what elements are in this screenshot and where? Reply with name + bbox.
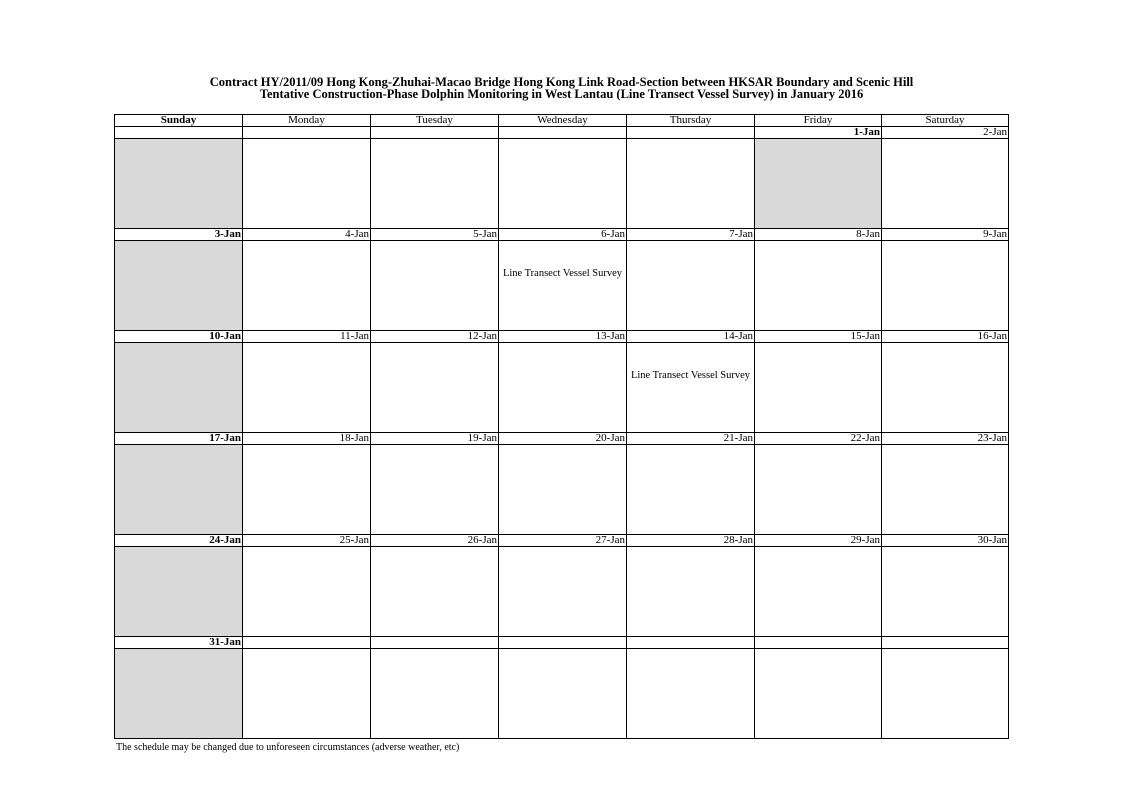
week-body-row: [115, 445, 1009, 535]
week-body-row: [115, 547, 1009, 637]
day-cell-thursday: [627, 139, 755, 229]
weekday-header-thursday: Thursday: [627, 115, 755, 127]
day-cell-friday: [755, 241, 882, 331]
date-label-monday: 18-Jan: [243, 433, 371, 445]
date-label-tuesday: 5-Jan: [371, 229, 499, 241]
day-cell-sunday: [115, 241, 243, 331]
week-body-row: [115, 649, 1009, 739]
weekday-header-friday: Friday: [755, 115, 882, 127]
day-cell-tuesday: [371, 343, 499, 433]
date-label-wednesday: 6-Jan: [499, 229, 627, 241]
weekday-header-row: [115, 115, 1009, 127]
date-label-friday: [755, 637, 882, 649]
day-cell-monday: [243, 139, 371, 229]
day-cell-thursday: [627, 547, 755, 637]
day-cell-thursday: [627, 649, 755, 739]
week-date-row: [115, 535, 1009, 547]
weekday-header-sunday: Sunday: [115, 115, 243, 127]
day-cell-saturday: [882, 139, 1009, 229]
date-label-thursday: 7-Jan: [627, 229, 755, 241]
day-cell-friday: [755, 649, 882, 739]
date-label-wednesday: 13-Jan: [499, 331, 627, 343]
day-cell-monday: [243, 445, 371, 535]
date-label-thursday: 14-Jan: [627, 331, 755, 343]
date-label-tuesday: [371, 127, 499, 139]
date-label-tuesday: 19-Jan: [371, 433, 499, 445]
date-label-friday: 1-Jan: [755, 127, 882, 139]
date-label-saturday: 30-Jan: [882, 535, 1009, 547]
day-cell-sunday: [115, 139, 243, 229]
day-cell-saturday: [882, 445, 1009, 535]
date-label-wednesday: 27-Jan: [499, 535, 627, 547]
week-date-row: [115, 433, 1009, 445]
weekday-header-monday: Monday: [243, 115, 371, 127]
date-label-saturday: 16-Jan: [882, 331, 1009, 343]
day-cell-wednesday: [499, 241, 627, 331]
day-cell-tuesday: [371, 547, 499, 637]
day-cell-saturday: [882, 547, 1009, 637]
date-label-tuesday: 12-Jan: [371, 331, 499, 343]
day-cell-tuesday: [371, 649, 499, 739]
weekday-header-tuesday: Tuesday: [371, 115, 499, 127]
date-label-wednesday: [499, 637, 627, 649]
date-label-sunday: [115, 127, 243, 139]
day-cell-sunday: [115, 445, 243, 535]
date-label-monday: 25-Jan: [243, 535, 371, 547]
day-cell-wednesday: [499, 445, 627, 535]
date-label-sunday: 24-Jan: [115, 535, 243, 547]
date-label-sunday: 3-Jan: [115, 229, 243, 241]
date-label-saturday: 9-Jan: [882, 229, 1009, 241]
date-label-saturday: [882, 637, 1009, 649]
date-label-thursday: 28-Jan: [627, 535, 755, 547]
day-cell-friday: [755, 343, 882, 433]
week-body-row: [115, 139, 1009, 229]
day-cell-wednesday: [499, 547, 627, 637]
day-cell-saturday: [882, 343, 1009, 433]
day-cell-tuesday: [371, 445, 499, 535]
day-cell-thursday: [627, 241, 755, 331]
event-text: Line Transect Vessel Survey: [630, 370, 751, 381]
day-cell-thursday: [627, 343, 755, 433]
day-cell-monday: [243, 649, 371, 739]
document-title-line-1: Contract HY/2011/09 Hong Kong-Zhuhai-Macao Bridge Hong Kong Link Road-Section between HKSAR Boundary and Scenic Hill: [209, 75, 914, 89]
day-cell-wednesday: [499, 139, 627, 229]
day-cell-friday: [755, 547, 882, 637]
date-label-monday: 4-Jan: [243, 229, 371, 241]
event-text: Line Transect Vessel Survey: [502, 268, 623, 279]
day-cell-sunday: [115, 649, 243, 739]
day-cell-tuesday: [371, 139, 499, 229]
week-date-row: [115, 127, 1009, 139]
date-label-friday: 29-Jan: [755, 535, 882, 547]
date-label-saturday: 23-Jan: [882, 433, 1009, 445]
day-cell-sunday: [115, 343, 243, 433]
date-label-sunday: 31-Jan: [115, 637, 243, 649]
date-label-thursday: [627, 637, 755, 649]
week-date-row: [115, 331, 1009, 343]
date-label-thursday: [627, 127, 755, 139]
date-label-sunday: 10-Jan: [115, 331, 243, 343]
day-cell-wednesday: [499, 343, 627, 433]
date-label-monday: 11-Jan: [243, 331, 371, 343]
day-cell-saturday: [882, 649, 1009, 739]
date-label-friday: 15-Jan: [755, 331, 882, 343]
week-date-row: [115, 637, 1009, 649]
date-label-monday: [243, 127, 371, 139]
weekday-header-saturday: Saturday: [882, 115, 1009, 127]
date-label-tuesday: 26-Jan: [371, 535, 499, 547]
day-cell-monday: [243, 547, 371, 637]
document-title-line-2: Tentative Construction-Phase Dolphin Monitoring in West Lantau (Line Transect Vessel Survey) in January 2016: [259, 87, 864, 101]
day-cell-thursday: [627, 445, 755, 535]
date-label-thursday: 21-Jan: [627, 433, 755, 445]
date-label-sunday: 17-Jan: [115, 433, 243, 445]
calendar-table: [114, 114, 1009, 739]
day-cell-sunday: [115, 547, 243, 637]
day-cell-friday: [755, 445, 882, 535]
date-label-monday: [243, 637, 371, 649]
date-label-tuesday: [371, 637, 499, 649]
day-cell-tuesday: [371, 241, 499, 331]
weekday-header-wednesday: Wednesday: [499, 115, 627, 127]
week-body-row: [115, 241, 1009, 331]
date-label-friday: 22-Jan: [755, 433, 882, 445]
day-cell-monday: [243, 343, 371, 433]
day-cell-wednesday: [499, 649, 627, 739]
day-cell-monday: [243, 241, 371, 331]
week-date-row: [115, 229, 1009, 241]
week-body-row: [115, 343, 1009, 433]
date-label-saturday: 2-Jan: [882, 127, 1009, 139]
date-label-wednesday: 20-Jan: [499, 433, 627, 445]
date-label-friday: 8-Jan: [755, 229, 882, 241]
day-cell-friday: [755, 139, 882, 229]
date-label-wednesday: [499, 127, 627, 139]
day-cell-saturday: [882, 241, 1009, 331]
schedule-footnote: The schedule may be changed due to unforeseen circumstances (adverse weather, etc): [116, 742, 460, 753]
